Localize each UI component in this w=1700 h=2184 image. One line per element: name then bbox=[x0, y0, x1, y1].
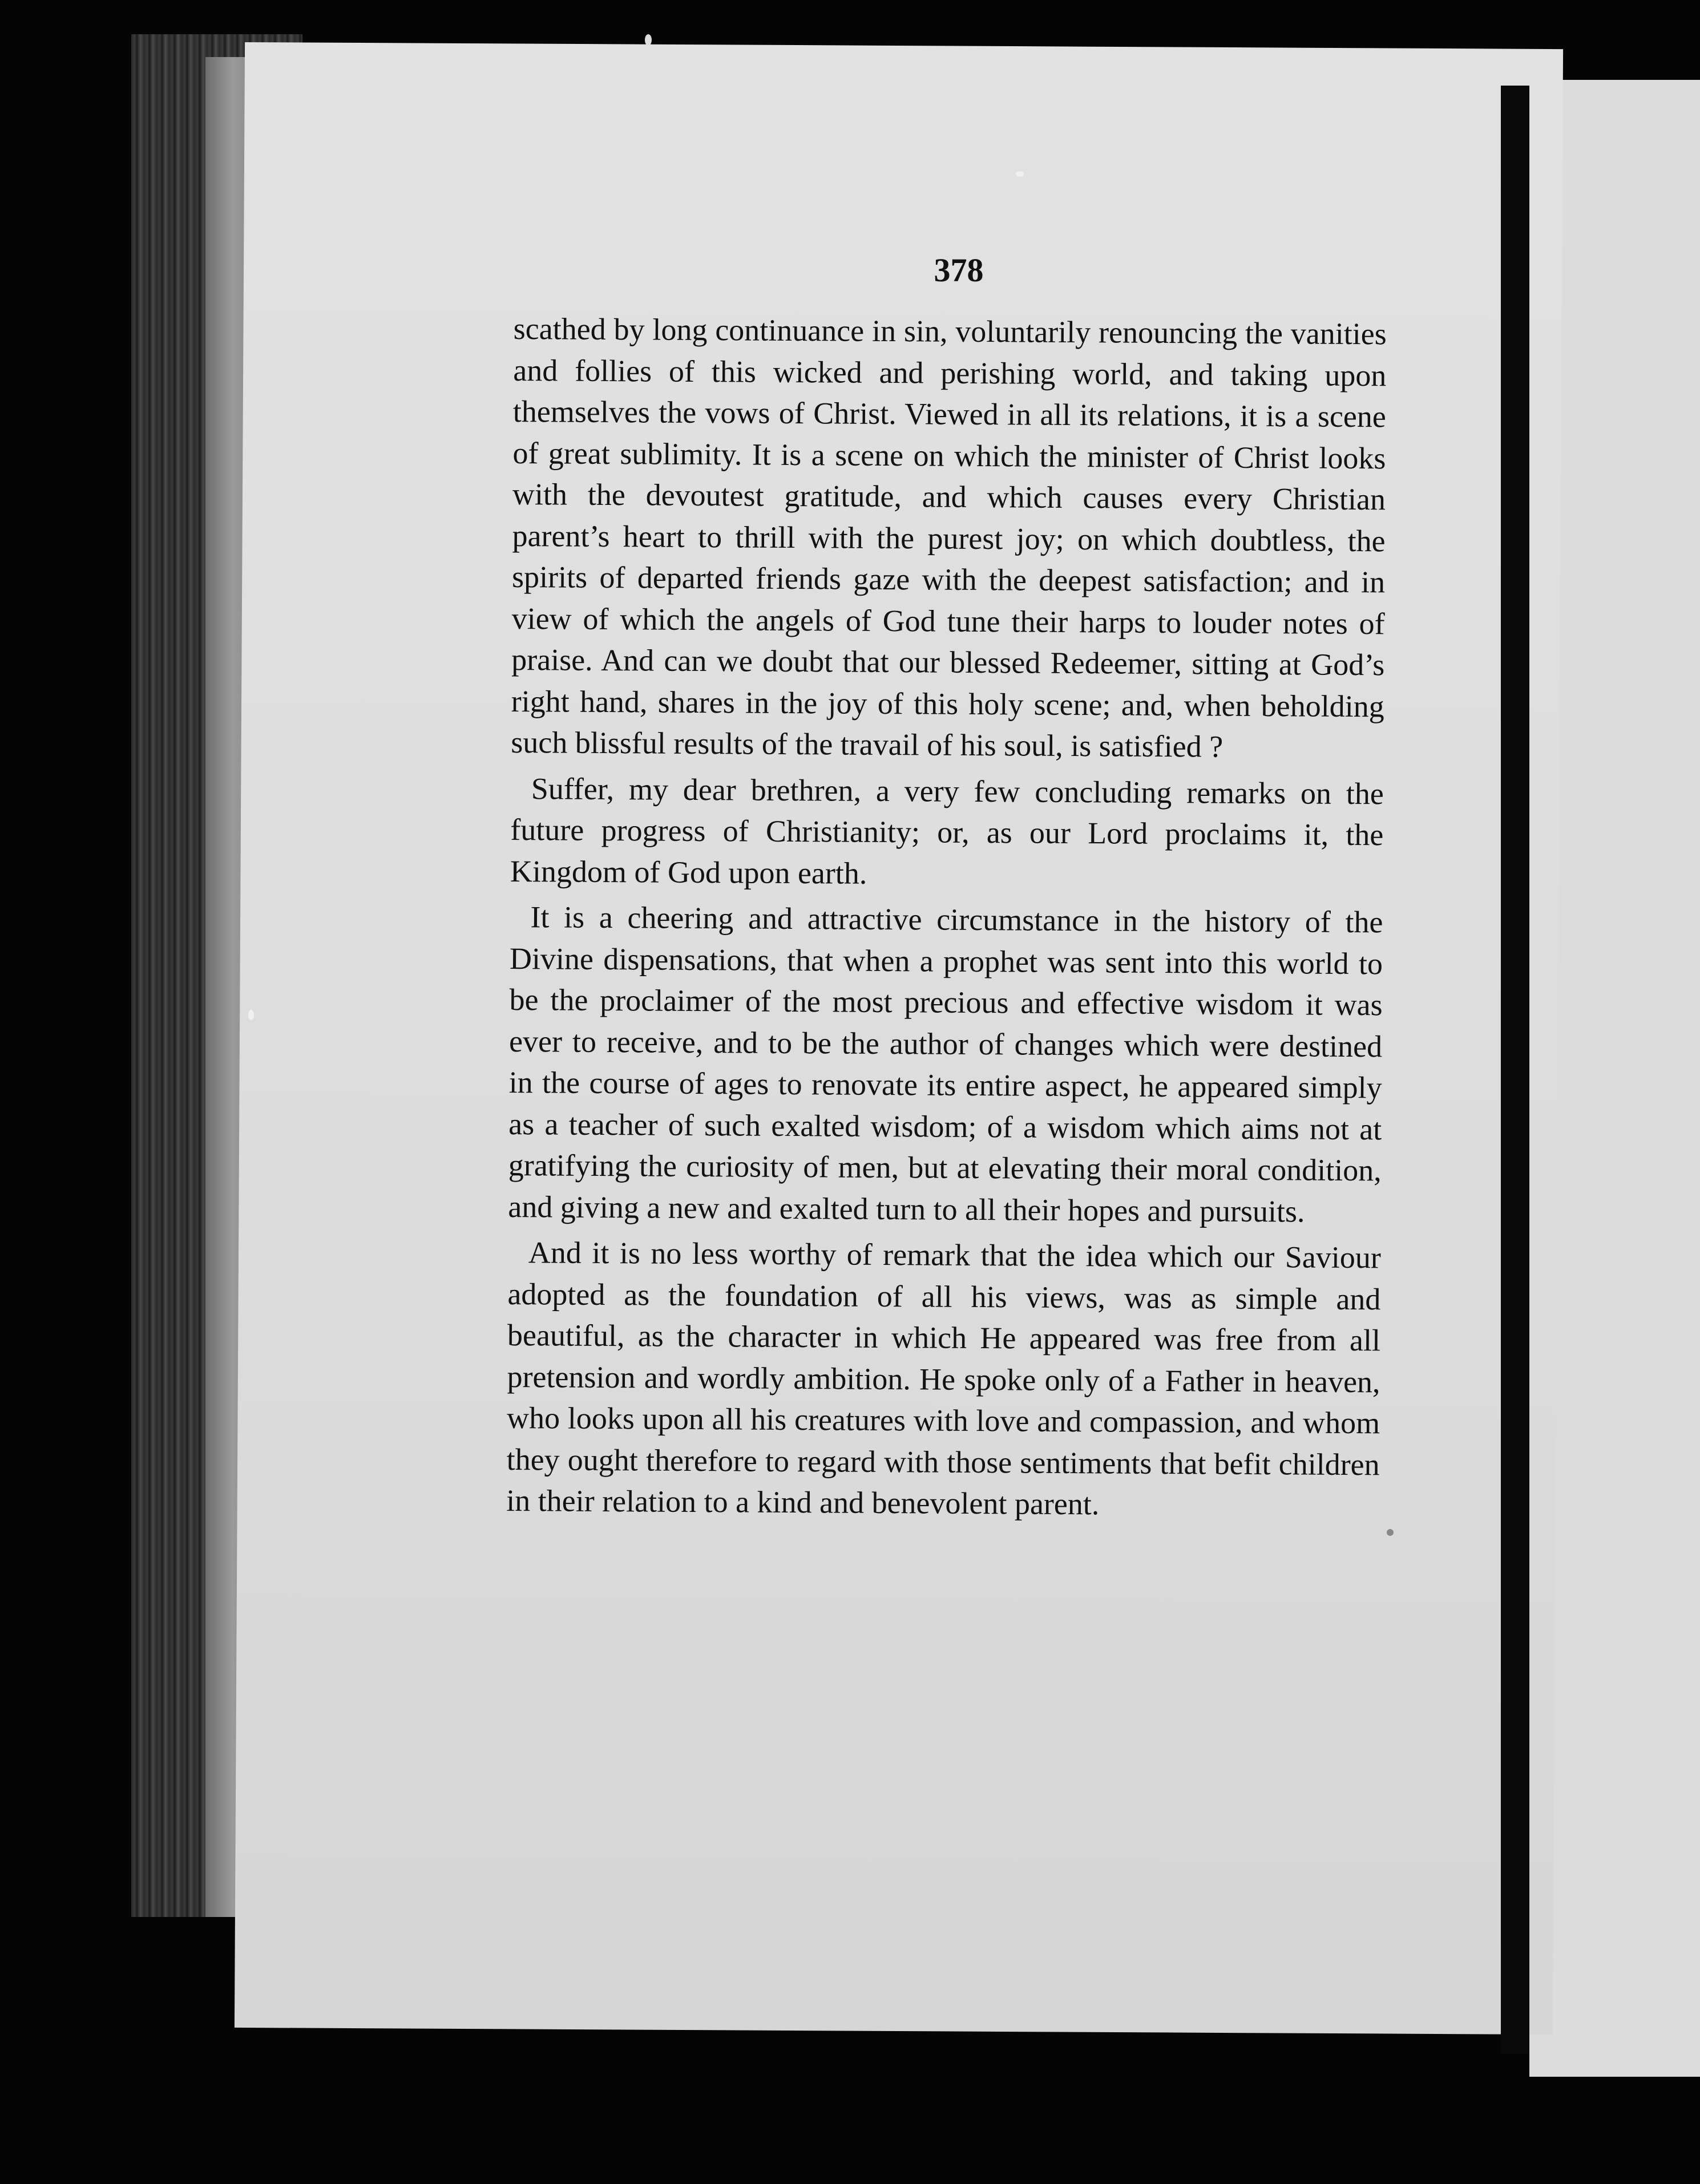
page-body-text bbox=[506, 308, 1387, 1531]
paragraph-4: And it is no less worthy of remark that the idea which our Saviour adopted as the foundation of all his views, was as simple and beautiful, as the character in which He appeared was free from all pretension and wordly ambition. He spoke only of a Father in heaven, who looks upon all his creatures with love and compassion, and whom they ought therefore to regard with those sentiments that befit children in their relation to a kind and benevolent parent. bbox=[506, 1235, 1382, 1522]
paragraph-3: It is a cheering and attractive circumstance in the history of the Divine dispensations, that when a prophet was sent into this world to be the proclaimer of the most precious and effective wisdom it was ever to receive, and to be the author of changes which were destined in the course of ages to renovate its entire aspect, he appeared simply as a teacher of such exalted wisdom; of a wisdom which aims not at gratifying the curiosity of men, but at elevating their moral condition, and giving a new and exalted turn to all their hopes and pursuits. bbox=[508, 900, 1383, 1228]
scan-speck bbox=[1016, 171, 1024, 177]
paragraph-1: scathed by long continuance in sin, voluntarily renouncing the vanities and follies of this wicked and perishing world, and taking upon themselves the vows of Christ. Viewed in all its relations, it is a scene of great sublimity. It is a scene on which the minister of Christ looks with the devoutest gratitude, and which causes every Christian parent’s heart to thrill with the purest joy; on which doubtless, the spirits of departed friends gaze with the deepest satisfaction; and in view of which the angels of God tune their harps to louder notes of praise. And can we doubt that our blessed Redeemer, sitting at God’s right hand, shares in the joy of this holy scene; and, when beholding such blissful results of the travail of his soul, is satisfied ? bbox=[511, 311, 1387, 764]
scan-speck bbox=[1387, 1529, 1394, 1536]
scan-speck bbox=[645, 34, 652, 46]
page-number: 378 bbox=[934, 252, 984, 289]
page-gutter bbox=[1501, 86, 1529, 2054]
paragraph-2: Suffer, my dear brethren, a very few concluding remarks on the future progress of Christianity; or, as our Lord proclaims it, the Kingdom of God upon earth. bbox=[510, 771, 1384, 891]
scan-speck bbox=[248, 1010, 254, 1020]
